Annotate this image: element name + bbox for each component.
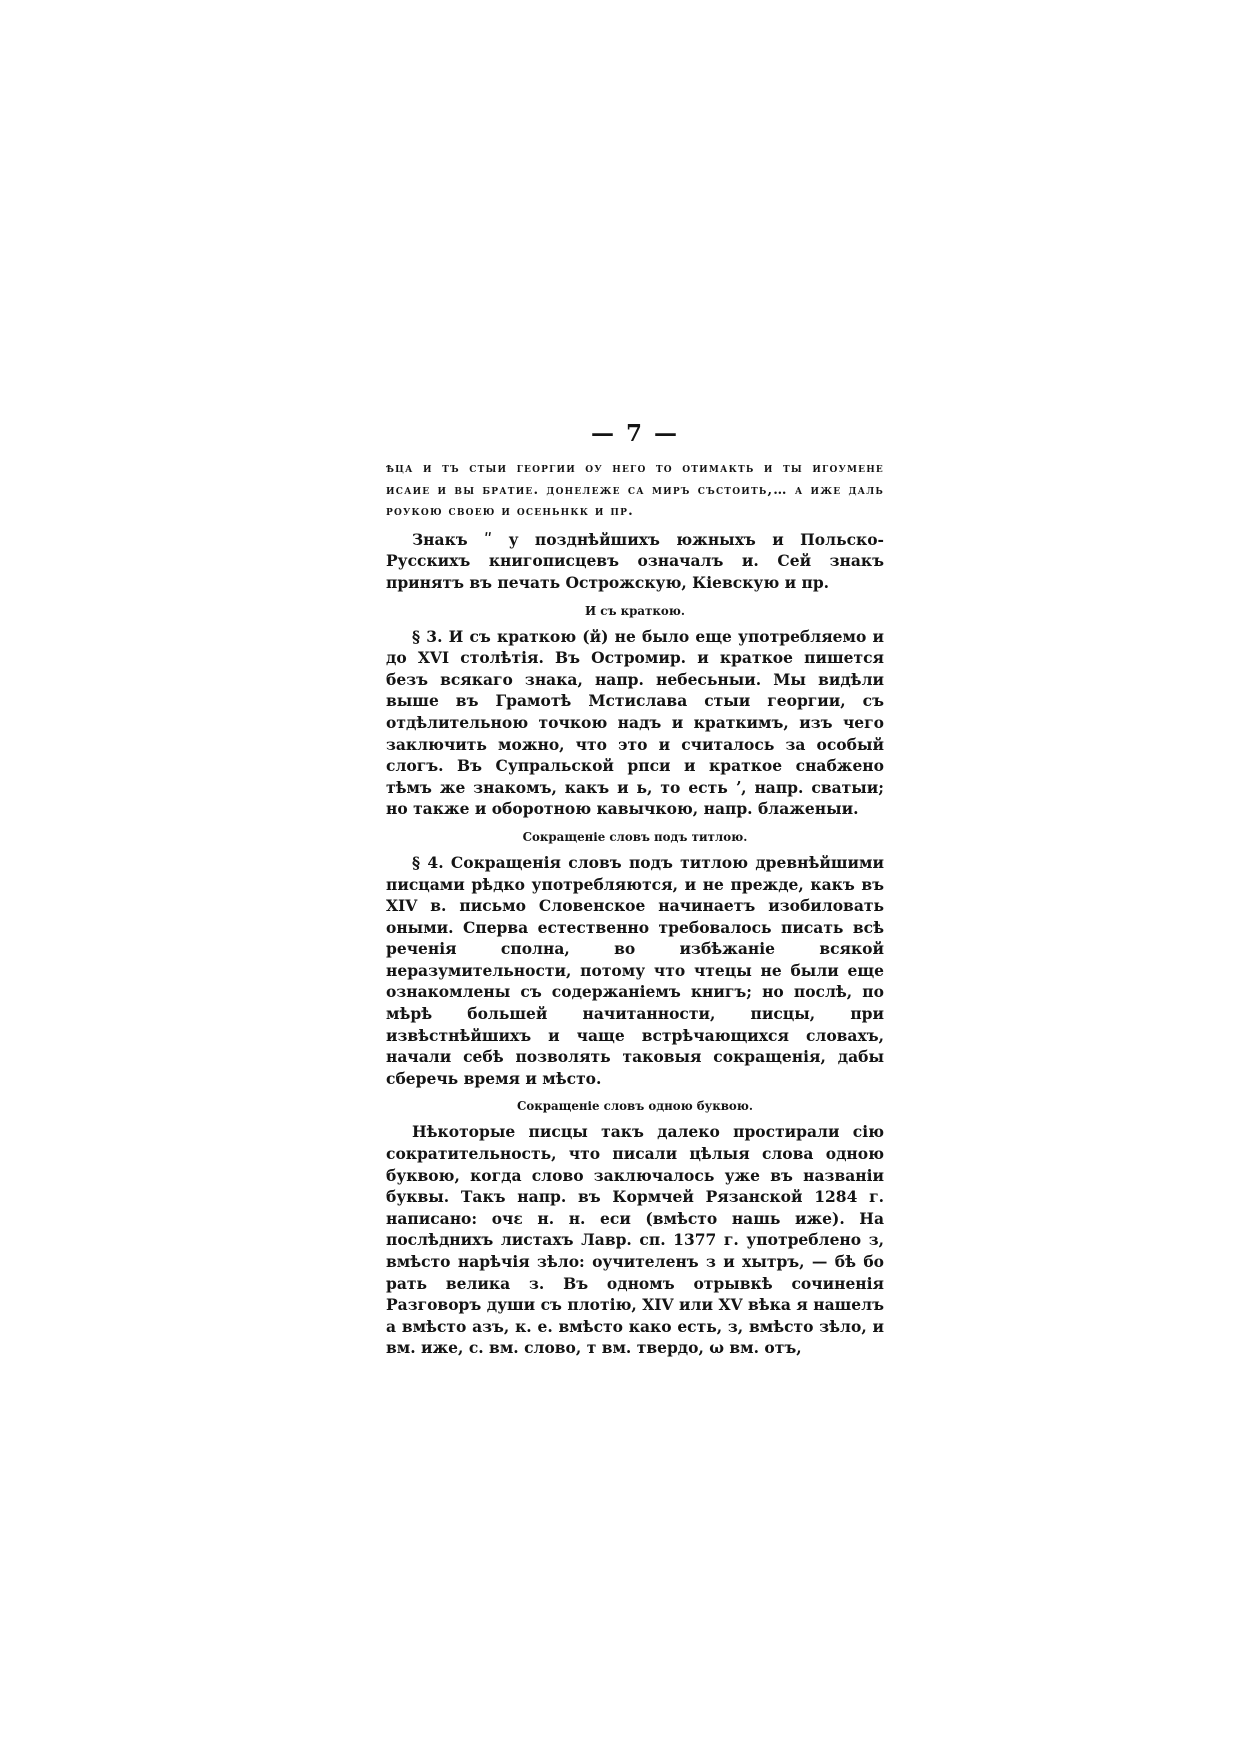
section-heading-short-i: И съ краткою.: [585, 603, 685, 618]
paragraph-single-letter: Нѣкоторые писцы такъ далеко простирали сію сократительность, что писали цѣлыя слова одною буквою, когда слово заключалось уже въ названіи буквы. Такъ напр. въ Кормчей Рязанской 1284 г. написано: очε н. н. еси (вмѣсто нашь иже). На послѣднихъ листахъ Лавр. сп. 1377 г. употреблено з, вмѣсто нарѣчія зѣло: оучителенъ з и хытръ, — бѣ бо рать велика з. Въ одномъ отрывкѣ сочиненія Разговоръ души съ плотію, XIV или XV вѣка я нашелъ а вмѣсто азъ, к. е. вмѣсто како есть, з, вмѣсто зѣло, и вм. иже, с. вм. слово, т вм. твердо, ω вм. отъ,: [386, 1122, 884, 1358]
paragraph-section-3: § 3. И съ краткою (й) не было еще употребляемо и до XVI столѣтія. Въ Остромир. и краткое пишется безъ всякаго знака, напр. небесьныи. Мы видѣли выше въ Грамотѣ Мстислава стыи георгии, съ отдѣлительною точкою надъ и краткимъ, изъ чего заключить можно, что это и считалось за особый слогъ. Въ Супральской рпси и краткое снабжено тѣмъ же знакомъ, какъ и ь, то есть ʼ, напр. сватыи; но также и оборотною кавычкою, напр. блаженыи.: [386, 626, 884, 819]
section-heading-single-letter: Сокращеніе словъ одною буквою.: [516, 1099, 754, 1114]
old-slavonic-quote: ѣца и тъ стыи георгии оу него то отимакть и ты игоумене исаие и вы братие. донележе са миръ състоить,… а иже даль роукою своею и осеньнкк и пр.: [386, 461, 884, 520]
paragraph-sign-note: Знакъ ʺ у позднѣйшихъ южныхъ и Польско-Русскихъ книгописцевъ означалъ и. Сей знакъ принятъ въ печать Острожскую, Кіевскую и пр.: [386, 529, 884, 592]
paragraph-section-4: § 4. Сокращенія словъ подъ титлою древнѣйшими писцами рѣдко употребляются, и не прежде, какъ въ XIV в. письмо Словенское начинаетъ изобиловать оными. Сперва естественно требовалось писать всѣ реченія сполна, во избѣжаніе всякой неразумительности, потому что чтецы не были еще ознакомлены съ содержаніемъ книгъ; но послѣ, по мѣрѣ большей начитанности, писцы, при извѣстнѣйшихъ и чаще встрѣчающихся словахъ, начали себѣ позволять таковыя сокращенія, дабы сберечь время и мѣсто.: [386, 852, 884, 1088]
page-number: — 7 —: [590, 420, 680, 447]
text-block: [386, 420, 884, 1359]
section-heading-titlo: Сокращеніе словъ подъ титлою.: [522, 829, 748, 844]
